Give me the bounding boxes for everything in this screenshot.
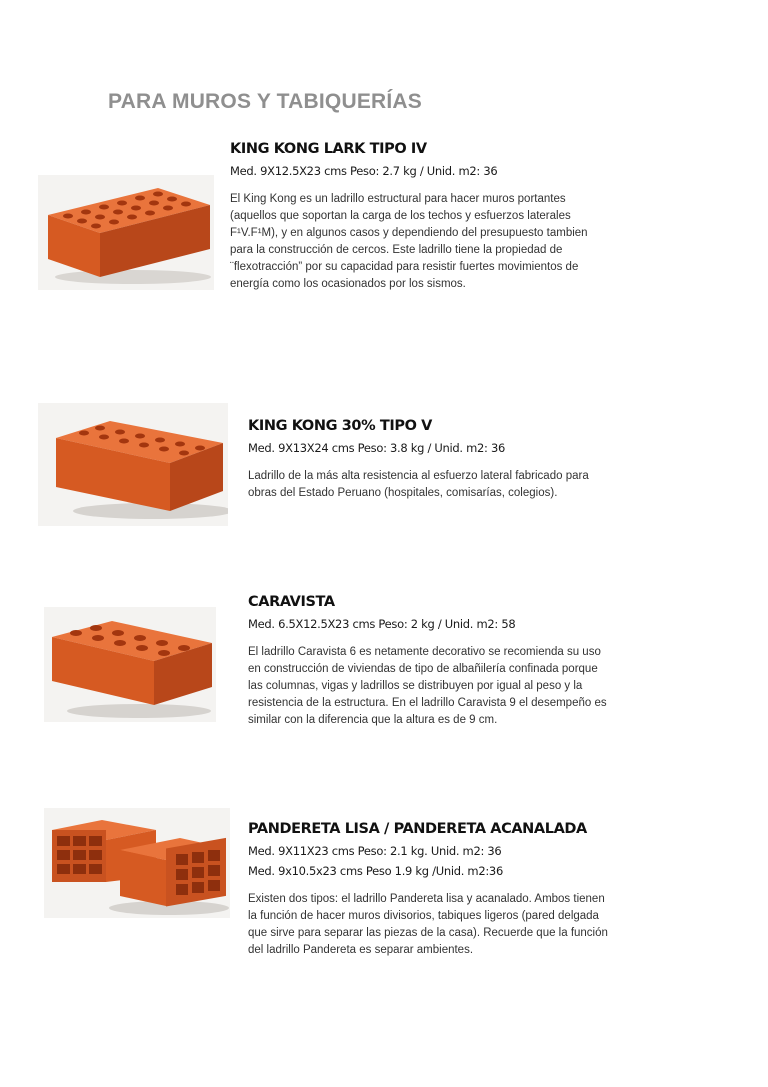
product-spec: Med. 6.5X12.5X23 cms Peso: 2 kg / Unid. m2: 58 bbox=[248, 617, 516, 631]
product-king-kong-30 bbox=[248, 418, 648, 502]
product-name: KING KONG LARK TIPO IV bbox=[230, 141, 427, 157]
product-name: PANDERETA LISA / PANDERETA ACANALADA bbox=[248, 821, 587, 837]
product-spec: Med. 9X12.5X23 cms Peso: 2.7 kg / Unid. m2: 36 bbox=[230, 164, 498, 178]
product-name: KING KONG 30% TIPO V bbox=[248, 418, 432, 434]
product-spec: Med. 9X11X23 cms Peso: 2.1 kg. Unid. m2: 36 bbox=[248, 844, 502, 858]
product-caravista bbox=[248, 594, 650, 729]
brick-pandereta-image bbox=[44, 808, 230, 918]
product-spec: Med. 9X13X24 cms Peso: 3.8 kg / Unid. m2: 36 bbox=[248, 441, 506, 455]
page-title: PARA MUROS Y TABIQUERÍAS bbox=[108, 90, 422, 113]
brick-king-kong-image bbox=[38, 175, 214, 290]
product-name: CARAVISTA bbox=[248, 594, 335, 610]
product-spec: Med. 9x10.5x23 cms Peso 1.9 kg /Unid. m2:36 bbox=[248, 864, 503, 878]
product-description: Ladrillo de la más alta resistencia al esfuerzo lateral fabricado para obras del Estado Peruano (hospitales, comisarías, colegios). bbox=[248, 470, 589, 499]
product-description: El King Kong es un ladrillo estructural para hacer muros portantes (aquellos que soportan la carga de los techos y esfuerzos laterales F¹V.F¹M), y en algunos casos y dependiendo del presupuesto tambien para la construcción de cercos. Este ladrillo tiene la propiedad de ¨flexotracción” por su capacidad para resistir fuertes movimientos de energía como los ocasionados por los sismos. bbox=[230, 193, 588, 290]
product-king-kong-lark bbox=[230, 141, 640, 293]
product-pandereta bbox=[248, 821, 650, 959]
brick-caravista-image bbox=[44, 607, 216, 722]
product-description: El ladrillo Caravista 6 es netamente decorativo se recomienda su uso en construcción de viviendas de tipo de albañilería confinada porque las columnas, vigas y ladrillos se distribuyen por igual al peso y la resistencia de la estructura. En el ladrillo Caravista 9 el desempeño es similar con la diferencia que la altura es de 9 cm. bbox=[248, 646, 607, 726]
brick-king-kong-30-image bbox=[38, 403, 228, 526]
product-description: Existen dos tipos: el ladrillo Pandereta lisa y acanalado. Ambos tienen la función de hacer muros divisorios, tabiques ligeros (pared delgada que sirve para separar las piezas de la casa). Recuerde que la función del ladrillo Pandereta es separar ambientes. bbox=[248, 893, 608, 956]
